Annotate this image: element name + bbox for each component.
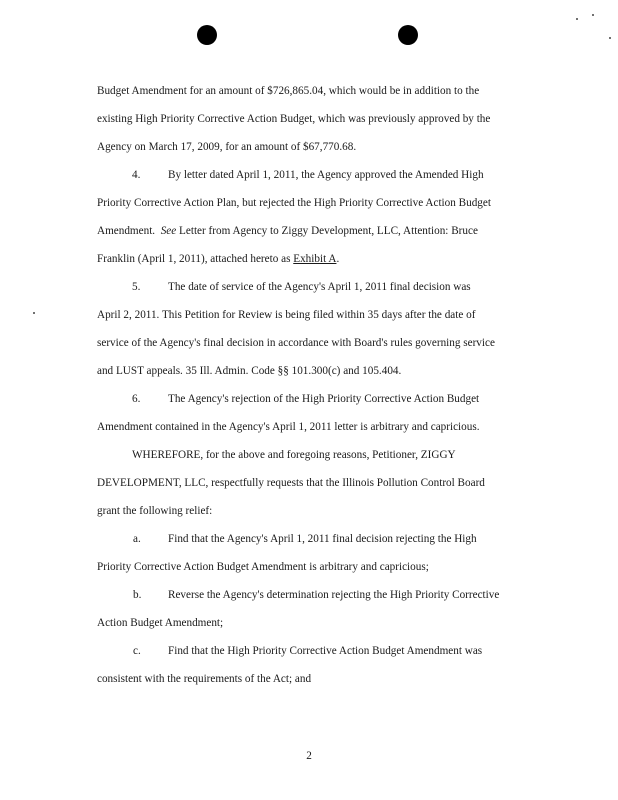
body-line: Reverse the Agency's determination rejecting the High Priority Corrective	[168, 589, 500, 601]
body-line: Action Budget Amendment;	[97, 617, 224, 629]
scan-speck	[576, 18, 578, 20]
scan-speck	[33, 312, 35, 314]
scan-speck	[609, 37, 611, 39]
citation-signal: See	[160, 225, 177, 237]
body-line: existing High Priority Corrective Action Budget, which was previously approved by the	[97, 113, 491, 125]
exhibit-reference: Exhibit A	[293, 253, 337, 265]
body-line: DEVELOPMENT, LLC, respectfully requests that the Illinois Pollution Control Board	[97, 477, 485, 489]
body-line: By letter dated April 1, 2011, the Agency approved the Amended High	[168, 169, 484, 181]
relief-label: a.	[133, 533, 141, 545]
body-line: service of the Agency's final decision in accordance with Board's rules governing service	[97, 337, 495, 349]
scan-speck	[592, 14, 594, 16]
page-number: 2	[306, 750, 312, 762]
relief-label: b.	[133, 589, 142, 601]
body-line: Priority Corrective Action Plan, but rejected the High Priority Corrective Action Budget	[97, 197, 491, 209]
body-line: grant the following relief:	[97, 505, 213, 517]
body-line	[97, 224, 478, 238]
body-text: Franklin (April 1, 2011), attached hereto as	[97, 253, 291, 265]
body-text: .	[336, 253, 340, 265]
punch-hole-right	[398, 25, 418, 45]
body-line: and LUST appeals. 35 Ill. Admin. Code §§ 101.300(c) and 105.404.	[97, 365, 402, 377]
body-line: Amendment contained in the Agency's April 1, 2011 letter is arbitrary and capricious.	[97, 421, 480, 433]
paragraph-number: 4.	[132, 169, 141, 181]
body-line: WHEREFORE, for the above and foregoing reasons, Petitioner, ZIGGY	[132, 449, 456, 461]
body-line	[97, 252, 339, 266]
body-line: The date of service of the Agency's April 1, 2011 final decision was	[168, 281, 471, 293]
paragraph-number: 5.	[132, 281, 141, 293]
paragraph-number: 6.	[132, 393, 141, 405]
body-text: Letter from Agency to Ziggy Development, LLC, Attention: Bruce	[179, 225, 478, 237]
body-line: consistent with the requirements of the Act; and	[97, 673, 312, 685]
body-line: Find that the Agency's April 1, 2011 final decision rejecting the High	[168, 533, 477, 545]
body-text: Amendment.	[97, 225, 156, 237]
body-line: Agency on March 17, 2009, for an amount of $67,770.68.	[97, 141, 357, 153]
punch-hole-left	[197, 25, 217, 45]
relief-label: c.	[133, 645, 141, 657]
body-line: The Agency's rejection of the High Priority Corrective Action Budget	[168, 393, 480, 405]
body-line: Priority Corrective Action Budget Amendment is arbitrary and capricious;	[97, 561, 429, 573]
body-line: Find that the High Priority Corrective Action Budget Amendment was	[168, 645, 483, 657]
body-line: Budget Amendment for an amount of $726,865.04, which would be in addition to the	[97, 85, 480, 97]
body-line: April 2, 2011. This Petition for Review is being filed within 35 days after the date of	[97, 309, 476, 321]
